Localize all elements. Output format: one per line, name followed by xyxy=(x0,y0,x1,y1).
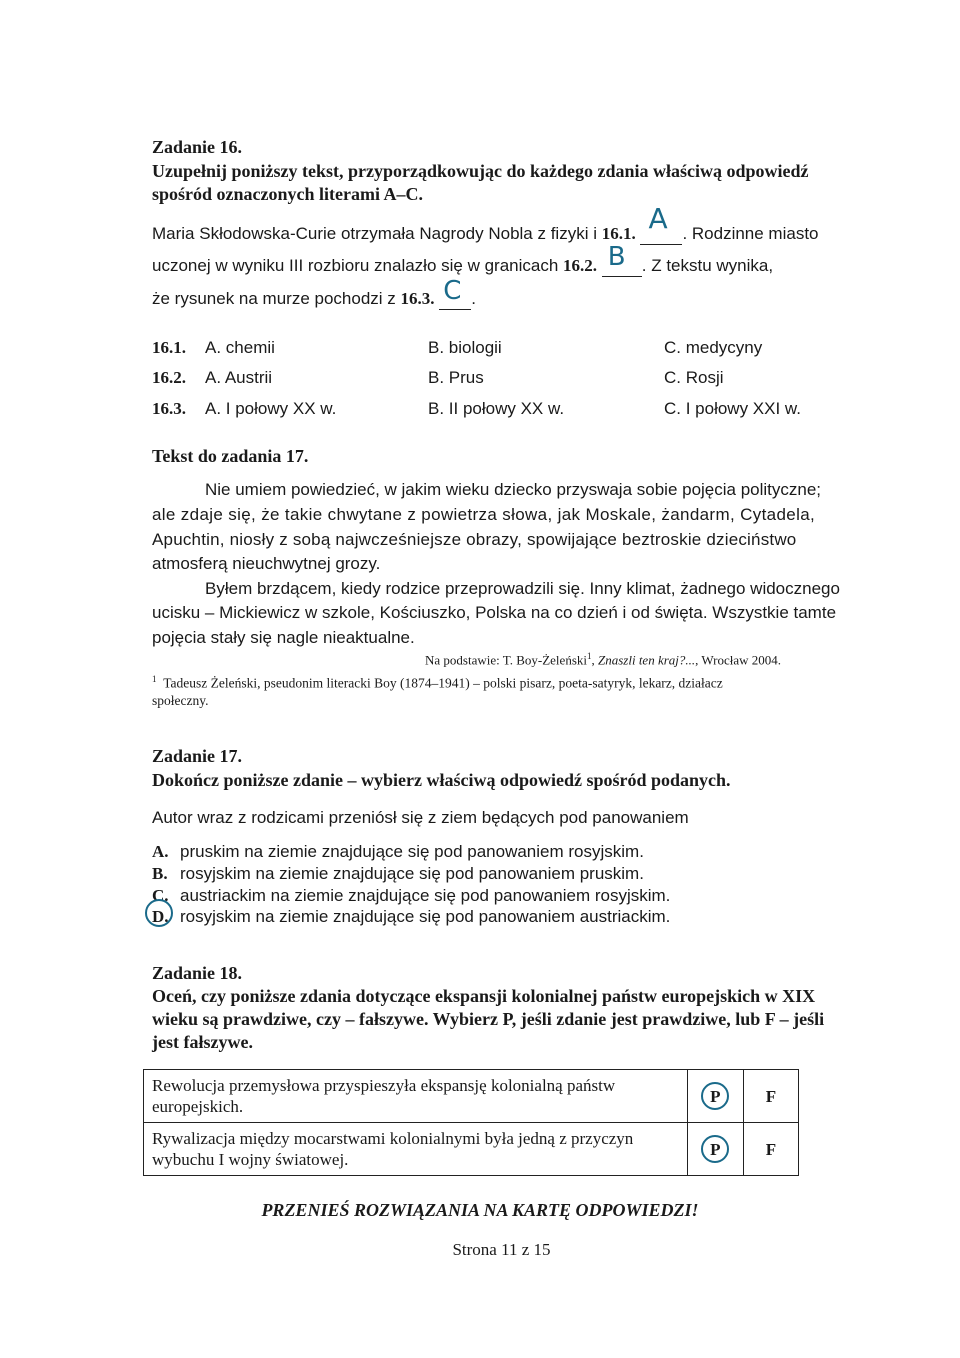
task17-instruction: Dokończ poniższe zdanie – wybierz właściwą odpowiedź spośród podanych. xyxy=(152,770,731,790)
text17-line: ale zdaje się, że takie chwytane z powietrza słowa, jak Moskale, żandarm, Cytadela, xyxy=(152,505,816,524)
true-option-circled: P xyxy=(701,1082,729,1110)
source-prefix: Na podstawie: T. Boy-Żeleński xyxy=(425,652,587,668)
option-16-2-a[interactable]: A. Austrii xyxy=(205,368,273,387)
option-text: pruskim na ziemie znajdujące się pod panowaniem rosyjskim. xyxy=(180,842,644,861)
true-option-circled: P xyxy=(701,1135,729,1163)
false-cell[interactable] xyxy=(743,1070,798,1123)
source-suffix: , Wrocław 2004. xyxy=(695,652,782,668)
page-number: Strona 11 z 15 xyxy=(452,1240,551,1259)
source-separator: , xyxy=(591,652,598,668)
task16-sentence2 xyxy=(152,242,774,277)
task16-sentence1 xyxy=(152,202,819,245)
gap-16-3-blank[interactable] xyxy=(439,276,471,310)
gap-16-1-answer: A xyxy=(648,202,668,235)
option-letter: B. xyxy=(152,864,168,883)
gap-16-2-answer: B xyxy=(607,242,626,272)
task17-option-a[interactable] xyxy=(152,842,644,862)
task17-title: Zadanie 17. xyxy=(152,746,243,766)
option-16-1-b[interactable]: B. biologii xyxy=(428,338,502,357)
gap-16-2-blank[interactable] xyxy=(602,242,642,277)
transfer-reminder: PRZENIEŚ ROZWIĄZANIA NA KARTĘ ODPOWIEDZI! xyxy=(261,1200,699,1220)
text17-line: Byłem brzdącem, kiedy rodzice przeprowadzili się. Inny klimat, żadnego widocznego xyxy=(205,579,840,598)
text17-line: atmosferą nieuchwytnej grozy. xyxy=(152,554,381,573)
table-row xyxy=(144,1123,799,1176)
statement-cell xyxy=(144,1070,688,1123)
footnote-mark: 1 xyxy=(152,674,157,684)
task16-sentence3 xyxy=(152,276,476,310)
statement-line2: wybuchu I wojny światowej. xyxy=(152,1150,349,1169)
source-title: Znaszli ten kraj?... xyxy=(598,652,696,668)
option-16-1-c[interactable]: C. medycyny xyxy=(664,338,763,357)
option-row-number: 16.1. xyxy=(152,338,186,357)
statement-line1: Rywalizacja między mocarstwami kolonialnymi była jedną z przyczyn xyxy=(152,1129,634,1148)
sentence2-text: uczonej w wyniku III rozbioru znalazło się w granicach xyxy=(152,256,564,275)
task16-instruction-line2: spośród oznaczonych literami A–C. xyxy=(152,184,423,204)
option-text: rosyjskim na ziemie znajdujące się pod panowaniem pruskim. xyxy=(180,864,644,883)
task16-instruction-line1: Uzupełnij poniższy tekst, przyporządkowując do każdego zdania właściwą odpowiedź xyxy=(152,161,809,181)
option-16-2-c[interactable]: C. Rosji xyxy=(664,368,724,387)
sentence1-end: . Rodzinne miasto xyxy=(682,224,819,243)
sentence1-text: Maria Skłodowska-Curie otrzymała Nagrody Nobla z fizyki i xyxy=(152,224,602,243)
option-16-3-a[interactable]: A. I połowy XX w. xyxy=(205,399,337,418)
option-letter: D. xyxy=(152,907,169,926)
true-cell[interactable] xyxy=(687,1123,743,1176)
gap-16-1-blank[interactable] xyxy=(640,202,682,245)
sentence3-end: . xyxy=(471,289,476,308)
footnote xyxy=(152,674,723,692)
option-letter: A. xyxy=(152,842,169,861)
option-text: rosyjskim na ziemie znajdujące się pod panowaniem austriackim. xyxy=(180,907,671,926)
text17-line: Nie umiem powiedzieć, w jakim wieku dziecko przyswaja sobie pojęcia polityczne; xyxy=(205,480,822,499)
option-16-3-b[interactable]: B. II połowy XX w. xyxy=(428,399,565,418)
task18-title: Zadanie 18. xyxy=(152,963,243,983)
footnote-line1: Tadeusz Żeleński, pseudonim literacki Boy (1874–1941) – polski pisarz, poeta-satyryk, lekarz, działacz xyxy=(163,675,723,691)
task17-option-b[interactable] xyxy=(152,864,644,884)
sentence3-text: że rysunek na murze pochodzi z xyxy=(152,289,401,308)
false-option: F xyxy=(765,1086,777,1106)
task18-instruction-line1: Oceń, czy poniższe zdania dotyczące ekspansji kolonialnej państw europejskich w XIX xyxy=(152,986,816,1006)
gap-16-3-number: 16.3. xyxy=(400,289,435,308)
text17-title: Tekst do zadania 17. xyxy=(152,446,309,466)
task17-stem: Autor wraz z rodzicami przeniósł się z ziem będących pod panowaniem xyxy=(152,808,689,827)
text17-line: pojęcia stały się nagle nieaktualne. xyxy=(152,628,415,647)
statement-line1: Rewolucja przemysłowa przyspieszyła ekspansję kolonialną państw xyxy=(152,1076,616,1095)
option-16-1-a[interactable]: A. chemii xyxy=(205,338,275,357)
text17-line: Apuchtin, niosły z sobą najwcześniejsze obrazy, spowijające beztroskie dzieciństwo xyxy=(152,530,797,549)
option-row-number: 16.3. xyxy=(152,399,186,418)
task16-title: Zadanie 16. xyxy=(152,137,243,157)
gap-16-2-number: 16.2. xyxy=(563,256,598,275)
option-16-3-c[interactable]: C. I połowy XXI w. xyxy=(664,399,801,418)
true-cell[interactable] xyxy=(687,1070,743,1123)
option-16-2-b[interactable]: B. Prus xyxy=(428,368,484,387)
task18-instruction-line3: jest fałszywe. xyxy=(152,1032,253,1052)
option-text: austriackim na ziemie znajdujące się pod panowaniem rosyjskim. xyxy=(180,886,671,905)
source-footnote-mark: 1 xyxy=(587,651,592,661)
gap-16-1-number: 16.1. xyxy=(601,224,636,243)
text17-line: ucisku – Mickiewicz w szkole, Kościuszko, Polska na co dzień i od święta. Wszystkie tamte xyxy=(152,603,837,622)
task17-option-c[interactable] xyxy=(152,886,670,906)
option-row-number: 16.2. xyxy=(152,368,186,387)
true-false-table xyxy=(143,1069,799,1176)
task17-option-d[interactable] xyxy=(152,907,670,927)
gap-16-3-answer: C xyxy=(443,276,462,306)
statement-cell xyxy=(144,1123,688,1176)
false-option: F xyxy=(765,1139,777,1159)
false-cell[interactable] xyxy=(743,1123,798,1176)
table-row xyxy=(144,1070,799,1123)
task18-instruction-line2: wieku są prawdziwe, czy – fałszywe. Wybierz P, jeśli zdanie jest prawdziwe, lub F – jeśli xyxy=(152,1009,825,1029)
statement-line2: europejskich. xyxy=(152,1097,244,1116)
footnote-line2: społeczny. xyxy=(152,693,209,708)
sentence2-end: . Z tekstu wynika, xyxy=(641,256,774,275)
text17-source xyxy=(425,651,781,668)
option-letter: C. xyxy=(152,886,169,905)
